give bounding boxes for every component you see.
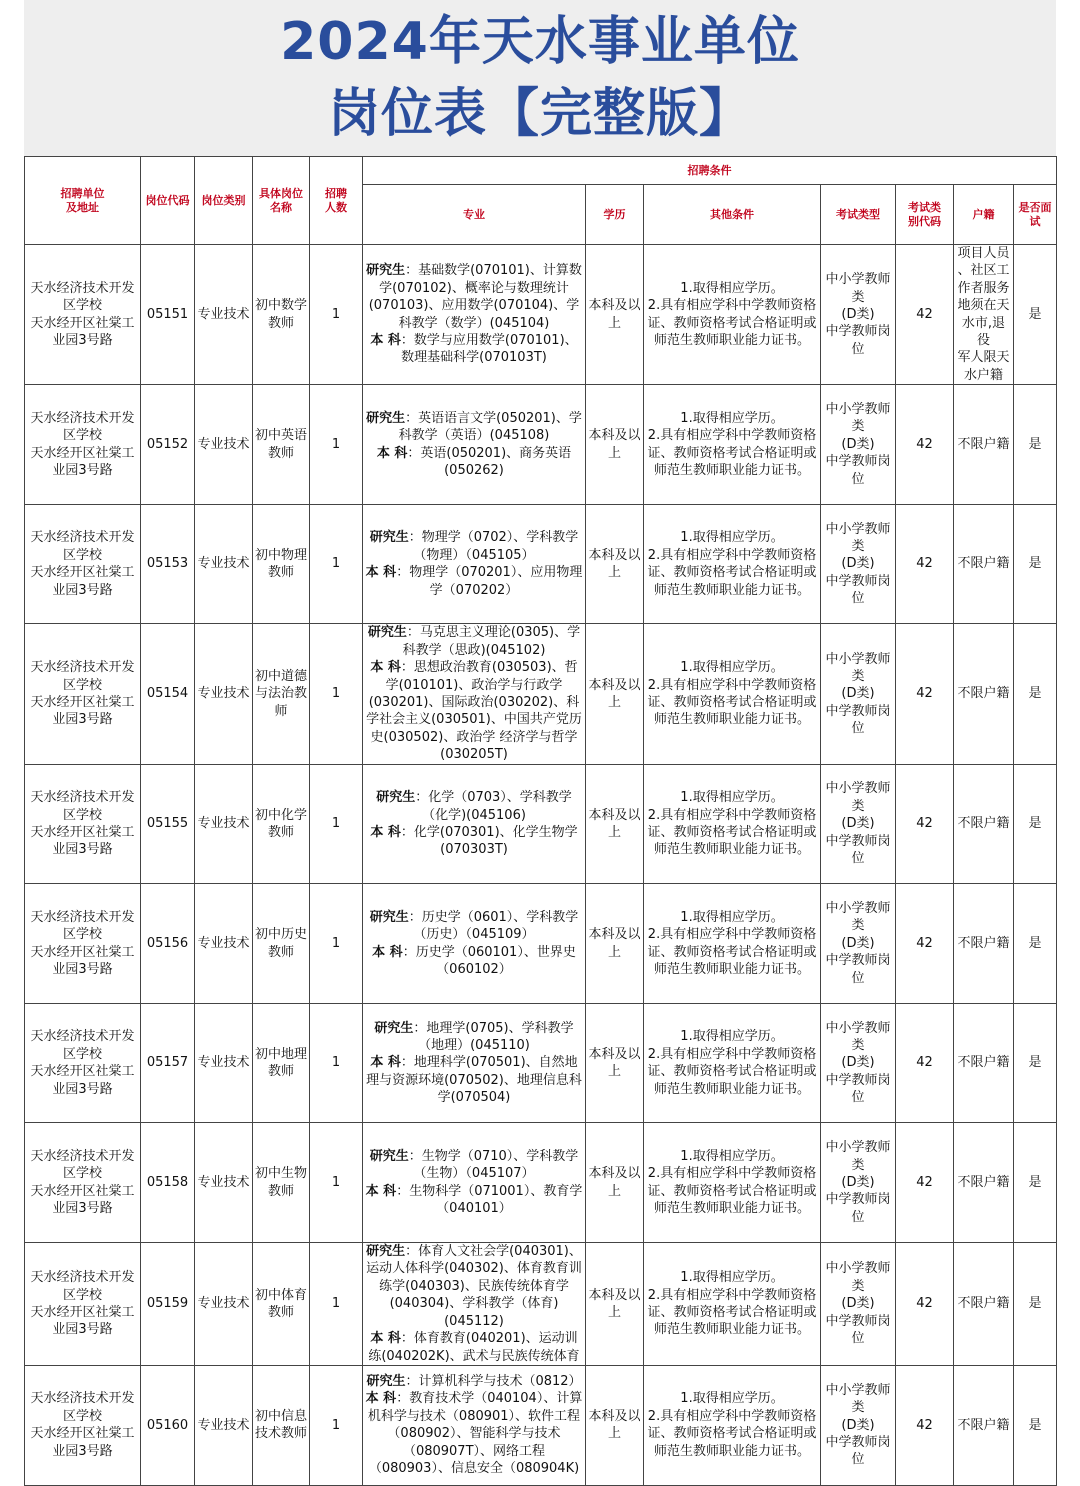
- cell-exam-type: 中小学教师 类 (D类) 中学教师岗 位: [821, 504, 896, 624]
- cell-code: 05151: [141, 245, 195, 385]
- cell-interview: 是: [1014, 385, 1057, 505]
- cell-unit: 天水经济技术开发区学校 天水经开区社棠工业园3号路: [25, 504, 141, 624]
- major-ug-text: ：数学与应用数学(070101)、数理基础科学(070103T): [400, 333, 578, 366]
- major-grad-text: ：历史学（0601）、学科教学（历史）（045109）: [408, 909, 579, 943]
- cell-interview: 是: [1014, 1243, 1057, 1366]
- cell-unit: 天水经济技术开发区学校 天水经开区社棠工业园3号路: [25, 1123, 141, 1243]
- cell-interview: 是: [1014, 504, 1057, 624]
- major-ug-label: 本 科: [370, 333, 401, 349]
- cell-other-conditions: 1.取得相应学历。 2.具有相应学科中学教师资格证、教师资格考试合格证明或师范生教师职业能力证书。: [644, 245, 821, 385]
- table-row: [25, 1365, 1057, 1485]
- cell-post: 初中道德 与法治教 师: [253, 624, 310, 764]
- cell-count: 1: [310, 1365, 363, 1485]
- major-ug-label: 本 科: [370, 824, 401, 840]
- major-grad-text: ：基础数学(070101)、计算数学(070102)、概率论与数理统计(070103)、应用数学(070104)、学科教学（数学）(045104): [368, 263, 582, 331]
- cell-exam-type: 中小学教师 类 (D类) 中学教师岗 位: [821, 1243, 896, 1366]
- cell-other-conditions: 1.取得相应学历。 2.具有相应学科中学教师资格证、教师资格考试合格证明或师范生教师职业能力证书。: [644, 1123, 821, 1243]
- cell-exam-code: 42: [896, 1365, 954, 1485]
- header-count: 招聘 人数: [310, 157, 363, 245]
- header-exam-type: 考试类型: [821, 185, 896, 245]
- cell-exam-type: 中小学教师 类 (D类) 中学教师岗 位: [821, 1123, 896, 1243]
- cell-post: 初中体育 教师: [253, 1243, 310, 1366]
- cell-exam-type: 中小学教师 类 (D类) 中学教师岗 位: [821, 245, 896, 385]
- major-ug-label: 本 科: [365, 1183, 397, 1199]
- page-subtitle: 岗位表【完整版】: [327, 84, 752, 144]
- major-ug-text: ：体育教育(040201)、运动训练(040202K)、武术与民族传统体育: [368, 1331, 580, 1364]
- major-grad-text: ：计算机科学与技术（0812）: [405, 1373, 582, 1389]
- table-row: [25, 764, 1057, 884]
- cell-hukou: 不限户籍: [954, 1123, 1014, 1243]
- major-ug-label: 本 科: [365, 565, 397, 581]
- positions-table: [24, 156, 1057, 1486]
- cell-post: 初中地理 教师: [253, 1003, 310, 1123]
- cell-exam-code: 42: [896, 764, 954, 884]
- cell-post: 初中物理 教师: [253, 504, 310, 624]
- cell-interview: 是: [1014, 764, 1057, 884]
- major-grad-text: ：英语语言文学(050201)、学科教学（英语）(045108): [398, 410, 582, 444]
- cell-unit: 天水经济技术开发区学校 天水经开区社棠工业园3号路: [25, 1365, 141, 1485]
- cell-unit: 天水经济技术开发区学校 天水经开区社棠工业园3号路: [25, 624, 141, 764]
- major-grad-label: 研究生: [366, 1373, 406, 1389]
- cell-exam-type: 中小学教师 类 (D类) 中学教师岗 位: [821, 624, 896, 764]
- major-grad-label: 研究生: [366, 263, 406, 279]
- cell-major: [363, 764, 586, 884]
- major-ug-label: 本 科: [370, 1331, 401, 1347]
- cell-other-conditions: 1.取得相应学历。 2.具有相应学科中学教师资格证、教师资格考试合格证明或师范生教师职业能力证书。: [644, 1003, 821, 1123]
- table-row: [25, 385, 1057, 505]
- cell-exam-code: 42: [896, 1123, 954, 1243]
- cell-education: 本科及以 上: [586, 624, 644, 764]
- major-ug-text: ：化学(070301)、化学生物学(070303T): [400, 824, 578, 858]
- cell-code: 05156: [141, 884, 195, 1004]
- cell-unit: 天水经济技术开发区学校 天水经开区社棠工业园3号路: [25, 245, 141, 385]
- major-grad-label: 研究生: [367, 625, 407, 641]
- cell-exam-code: 42: [896, 504, 954, 624]
- major-ug-text: ：地理科学(070501)、自然地理与资源环境(070502)、地理信息科学(070504): [366, 1055, 582, 1106]
- header-interview: 是否面 试: [1014, 185, 1057, 245]
- major-grad-label: 研究生: [369, 530, 409, 546]
- cell-count: 1: [310, 385, 363, 505]
- cell-category: 专业技术: [195, 764, 253, 884]
- cell-count: 1: [310, 504, 363, 624]
- cell-post: 初中化学 教师: [253, 764, 310, 884]
- major-ug-text: ：生物科学（071001）、教育学（040101）: [396, 1183, 583, 1217]
- cell-education: 本科及以 上: [586, 245, 644, 385]
- cell-hukou: 不限户籍: [954, 1365, 1014, 1485]
- major-ug-text: ：教育技术学（040104）、计算机科学与技术（080901）、软件工程（080902）、智能科学与技术（080907T）、网络工程（080903）、信息安全（080904K): [367, 1391, 583, 1477]
- cell-other-conditions: 1.取得相应学历。 2.具有相应学科中学教师资格证、教师资格考试合格证明或师范生教师职业能力证书。: [644, 764, 821, 884]
- major-ug-text: ：英语(050201)、商务英语(050262): [407, 445, 572, 478]
- major-ug-label: 本 科: [365, 1391, 397, 1407]
- major-grad-text: ：生物学（0710）、学科教学（生物）（045107）: [408, 1148, 579, 1182]
- major-grad-text: ：物理学（0702）、学科教学（物理）（045105）: [408, 530, 579, 563]
- cell-category: 专业技术: [195, 504, 253, 624]
- major-ug-label: 本 科: [370, 1055, 401, 1071]
- cell-interview: 是: [1014, 1365, 1057, 1485]
- cell-code: 05155: [141, 764, 195, 884]
- cell-post: 初中生物 教师: [253, 1123, 310, 1243]
- table-row: [25, 245, 1057, 385]
- major-ug-text: ：物理学（070201）、应用物理学（070202）: [396, 565, 583, 598]
- cell-count: 1: [310, 884, 363, 1004]
- cell-education: 本科及以 上: [586, 504, 644, 624]
- major-ug-label: 本 科: [376, 445, 408, 461]
- cell-hukou: 不限户籍: [954, 624, 1014, 764]
- cell-category: 专业技术: [195, 1003, 253, 1123]
- cell-post: 初中英语 教师: [253, 385, 310, 505]
- major-grad-label: 研究生: [369, 1148, 409, 1164]
- cell-unit: 天水经济技术开发区学校 天水经开区社棠工业园3号路: [25, 1003, 141, 1123]
- major-ug-text: ：历史学（060101）、世界史（060102）: [402, 944, 576, 977]
- cell-exam-code: 42: [896, 1243, 954, 1366]
- cell-exam-type: 中小学教师 类 (D类) 中学教师岗 位: [821, 385, 896, 505]
- cell-major: [363, 1365, 586, 1485]
- cell-count: 1: [310, 764, 363, 884]
- cell-interview: 是: [1014, 1123, 1057, 1243]
- cell-hukou: 不限户籍: [954, 764, 1014, 884]
- cell-category: 专业技术: [195, 1365, 253, 1485]
- cell-other-conditions: 1.取得相应学历。 2.具有相应学科中学教师资格证、教师资格考试合格证明或师范生教师职业能力证书。: [644, 1243, 821, 1366]
- cell-exam-code: 42: [896, 245, 954, 385]
- cell-major: [363, 1123, 586, 1243]
- table-row: [25, 1003, 1057, 1123]
- major-grad-text: ：地理学(0705)、学科教学（地理）(045110): [413, 1020, 574, 1054]
- cell-interview: 是: [1014, 884, 1057, 1004]
- header-other: 其他条件: [644, 185, 821, 245]
- cell-other-conditions: 1.取得相应学历。 2.具有相应学科中学教师资格证、教师资格考试合格证明或师范生教师职业能力证书。: [644, 1365, 821, 1485]
- cell-post: 初中数学 教师: [253, 245, 310, 385]
- cell-major: [363, 884, 586, 1004]
- major-ug-text: ：思想政治教育(030503)、哲学(010101)、政治学与行政学(030201)、国际政治(030202)、科学社会主义(030501)、中国共产党历史(030502)、政治学 经济学与哲学(030205T): [366, 660, 582, 763]
- cell-unit: 天水经济技术开发区学校 天水经开区社棠工业园3号路: [25, 764, 141, 884]
- cell-hukou: 项目人员 、社区工 作者服务 地须在天 水市,退役 军人限天 水户籍: [954, 245, 1014, 385]
- cell-category: 专业技术: [195, 385, 253, 505]
- page-title: 2024年天水事业单位: [280, 12, 800, 72]
- major-grad-text: ：体育人文社会学(040301)、运动人体科学(040302)、体育教育训练学(040303)、民族传统体育学(040304)、学科教学（体育)(045112): [366, 1244, 582, 1329]
- table-body: [25, 245, 1057, 1486]
- cell-major: [363, 504, 586, 624]
- header-conditions-group: 招聘条件: [363, 157, 1057, 185]
- cell-category: 专业技术: [195, 1243, 253, 1366]
- cell-unit: 天水经济技术开发区学校 天水经开区社棠工业园3号路: [25, 385, 141, 505]
- major-ug-label: 本 科: [372, 944, 403, 960]
- header-post-name: 具体岗位 名称: [253, 157, 310, 245]
- cell-category: 专业技术: [195, 884, 253, 1004]
- cell-code: 05154: [141, 624, 195, 764]
- header-exam-code: 考试类 别代码: [896, 185, 954, 245]
- cell-category: 专业技术: [195, 245, 253, 385]
- major-grad-label: 研究生: [374, 1020, 414, 1036]
- table-row: [25, 884, 1057, 1004]
- cell-code: 05160: [141, 1365, 195, 1485]
- table-row: [25, 624, 1057, 764]
- cell-hukou: 不限户籍: [954, 1003, 1014, 1123]
- cell-interview: 是: [1014, 1003, 1057, 1123]
- cell-count: 1: [310, 245, 363, 385]
- cell-exam-code: 42: [896, 624, 954, 764]
- cell-interview: 是: [1014, 624, 1057, 764]
- header-major: 专业: [363, 185, 586, 245]
- cell-code: 05157: [141, 1003, 195, 1123]
- header-education: 学历: [586, 185, 644, 245]
- cell-exam-type: 中小学教师 类 (D类) 中学教师岗 位: [821, 764, 896, 884]
- cell-education: 本科及以 上: [586, 1365, 644, 1485]
- cell-education: 本科及以 上: [586, 1123, 644, 1243]
- cell-exam-code: 42: [896, 884, 954, 1004]
- cell-major: [363, 1003, 586, 1123]
- cell-count: 1: [310, 1003, 363, 1123]
- cell-major: [363, 1243, 586, 1366]
- cell-exam-type: 中小学教师 类 (D类) 中学教师岗 位: [821, 884, 896, 1004]
- cell-other-conditions: 1.取得相应学历。 2.具有相应学科中学教师资格证、教师资格考试合格证明或师范生教师职业能力证书。: [644, 504, 821, 624]
- cell-hukou: 不限户籍: [954, 385, 1014, 505]
- header-unit: 招聘单位 及地址: [25, 157, 141, 245]
- cell-code: 05158: [141, 1123, 195, 1243]
- cell-count: 1: [310, 624, 363, 764]
- cell-interview: 是: [1014, 245, 1057, 385]
- header-hukou: 户籍: [954, 185, 1014, 245]
- cell-code: 05159: [141, 1243, 195, 1366]
- major-grad-label: 研究生: [369, 909, 409, 925]
- cell-post: 初中信息 技术教师: [253, 1365, 310, 1485]
- cell-code: 05153: [141, 504, 195, 624]
- cell-education: 本科及以 上: [586, 1243, 644, 1366]
- cell-education: 本科及以 上: [586, 385, 644, 505]
- cell-code: 05152: [141, 385, 195, 505]
- header-category: 岗位类别: [195, 157, 253, 245]
- cell-other-conditions: 1.取得相应学历。 2.具有相应学科中学教师资格证、教师资格考试合格证明或师范生教师职业能力证书。: [644, 385, 821, 505]
- table-row: [25, 1123, 1057, 1243]
- cell-education: 本科及以 上: [586, 764, 644, 884]
- cell-major: [363, 385, 586, 505]
- cell-exam-type: 中小学教师 类 (D类) 中学教师岗 位: [821, 1003, 896, 1123]
- cell-category: 专业技术: [195, 1123, 253, 1243]
- table-row: [25, 1243, 1057, 1366]
- cell-other-conditions: 1.取得相应学历。 2.具有相应学科中学教师资格证、教师资格考试合格证明或师范生教师职业能力证书。: [644, 624, 821, 764]
- table-row: [25, 504, 1057, 624]
- title-banner: [24, 0, 1056, 156]
- cell-unit: 天水经济技术开发区学校 天水经开区社棠工业园3号路: [25, 884, 141, 1004]
- cell-exam-code: 42: [896, 1003, 954, 1123]
- major-grad-label: 研究生: [366, 1244, 406, 1260]
- major-ug-label: 本 科: [370, 660, 401, 676]
- cell-exam-type: 中小学教师 类 (D类) 中学教师岗 位: [821, 1365, 896, 1485]
- header-code: 岗位代码: [141, 157, 195, 245]
- cell-count: 1: [310, 1123, 363, 1243]
- cell-exam-code: 42: [896, 385, 954, 505]
- cell-education: 本科及以 上: [586, 884, 644, 1004]
- major-grad-text: ：马克思主义理论(0305)、学科教学（思政)(045102): [402, 625, 581, 658]
- major-grad-label: 研究生: [366, 410, 406, 426]
- cell-count: 1: [310, 1243, 363, 1366]
- cell-post: 初中历史 教师: [253, 884, 310, 1004]
- cell-hukou: 不限户籍: [954, 1243, 1014, 1366]
- cell-major: [363, 624, 586, 764]
- cell-unit: 天水经济技术开发区学校 天水经开区社棠工业园3号路: [25, 1243, 141, 1366]
- cell-hukou: 不限户籍: [954, 504, 1014, 624]
- cell-major: [363, 245, 586, 385]
- cell-category: 专业技术: [195, 624, 253, 764]
- major-grad-label: 研究生: [376, 790, 416, 806]
- cell-hukou: 不限户籍: [954, 884, 1014, 1004]
- major-grad-text: ：化学（0703）、学科教学（化学)(045106): [415, 790, 572, 823]
- cell-other-conditions: 1.取得相应学历。 2.具有相应学科中学教师资格证、教师资格考试合格证明或师范生教师职业能力证书。: [644, 884, 821, 1004]
- cell-education: 本科及以 上: [586, 1003, 644, 1123]
